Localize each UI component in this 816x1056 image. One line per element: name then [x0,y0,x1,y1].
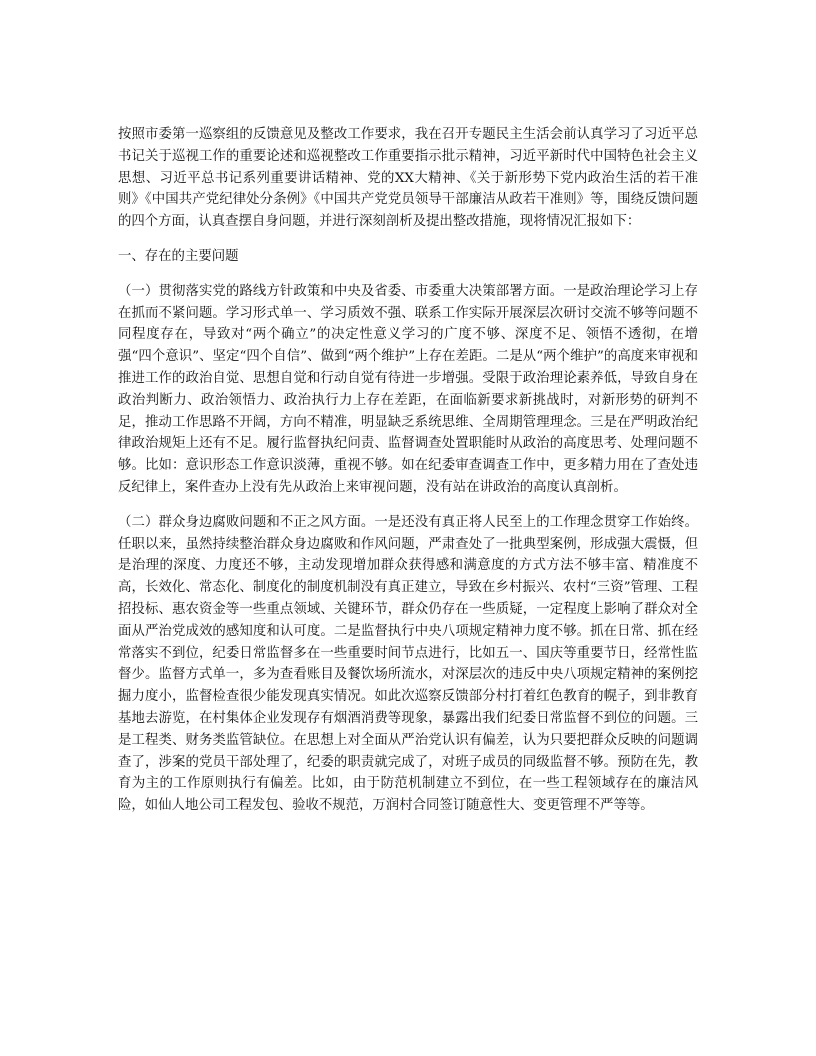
document-page [118,124,698,830]
section-heading: 一、存在的主要问题 [118,248,239,264]
problem-paragraph-2: （二）群众身边腐败问题和不正之风方面。一是还没有真正将人民至上的工作理念贯穿工作始终。任职以来，虽然持续整治群众身边腐败和作风问题，严肃查处了一批典型案例，形成强大震慑，但是治理的深度、力度还不够，主动发现增加群众获得感和满意度的方式方法不够丰富、精准度不高，长效化、常态化、制度化的制度机制没有真正建立，导致在乡村振兴、农村“三资”管理、工程招投标、惠农资金等一些重点领域、关键环节，群众仍存在一些质疑，一定程度上影响了群众对全面从严治党成效的感知度和认可度。二是监督执行中央八项规定精神力度不够。抓在日常、抓在经常落实不到位，纪委日常监督多在一些重要时间节点进行，比如五一、国庆等重要节日，经常性监督少。监督方式单一，多为查看账目及餐饮场所流水，对深层次的违反中央八项规定精神的案例挖掘力度小，监督检查很少能发现真实情况。如此次巡察反馈部分村打着红色教育的幌子，到非教育基地去游览，在村集体企业发现存有烟酒消费等现象，暴露出我们纪委日常监督不到位的问题。三是工程类、财务类监管缺位。在思想上对全面从严治党认识有偏差，认为只要把群众反映的问题调查了，涉案的党员干部处理了，纪委的职责就完成了，对班子成员的同级监督不够。预防在先，教育为主的工作原则执行有偏差。比如，由于防范机制建立不到位，在一些工程领域存在的廉洁风险，如仙人地公司工程发包、验收不规范，万润村合同签订随意性大、变更管理不严等等。 [118,514,698,814]
intro-paragraph: 按照市委第一巡察组的反馈意见及整改工作要求，我在召开专题民主生活会前认真学习了习近平总书记关于巡视工作的重要论述和巡视整改工作重要指示批示精神，习近平新时代中国特色社会主义思想、习近平总书记系列重要讲话精神、党的XX大精神、《关于新形势下党内政治生活的若干准则》《中国共产党纪律处分条例》《中国共产党党员领导干部廉洁从政若干准则》等，围绕反馈问题的四个方面，认真查摆自身问题，并进行深刻剖析及提出整改措施，现将情况汇报如下： [118,127,698,230]
problem-paragraph-1: （一）贯彻落实党的路线方针政策和中央及省委、市委重大决策部署方面。一是政治理论学习上存在抓而不紧问题。学习形式单一、学习质效不强、联系工作实际开展深层次研讨交流不够等问题不同程度存在，导致对“两个确立”的决定性意义学习的广度不够、深度不足、领悟不透彻，在增强“四个意识”、坚定“四个自信”、做到“两个维护”上存在差距。二是从“两个维护”的高度来审视和推进工作的政治自觉、思想自觉和行动自觉有待进一步增强。受限于政治理论素养低，导致自身在政治判断力、政治领悟力、政治执行力上存在差距，在面临新要求新挑战时，对新形势的研判不足，推动工作思路不开阔，方向不精准，明显缺乏系统思维、全周期管理理念。三是在严明政治纪律政治规矩上还有不足。履行监督执纪问责、监督调查处置职能时从政治的高度思考、处理问题不够。比如：意识形态工作意识淡薄，重视不够。如在纪委审查调查工作中，更多精力用在了查处违反纪律上，案件查办上没有先从政治上来审视问题，没有站在讲政治的高度认真剖析。 [118,283,698,495]
